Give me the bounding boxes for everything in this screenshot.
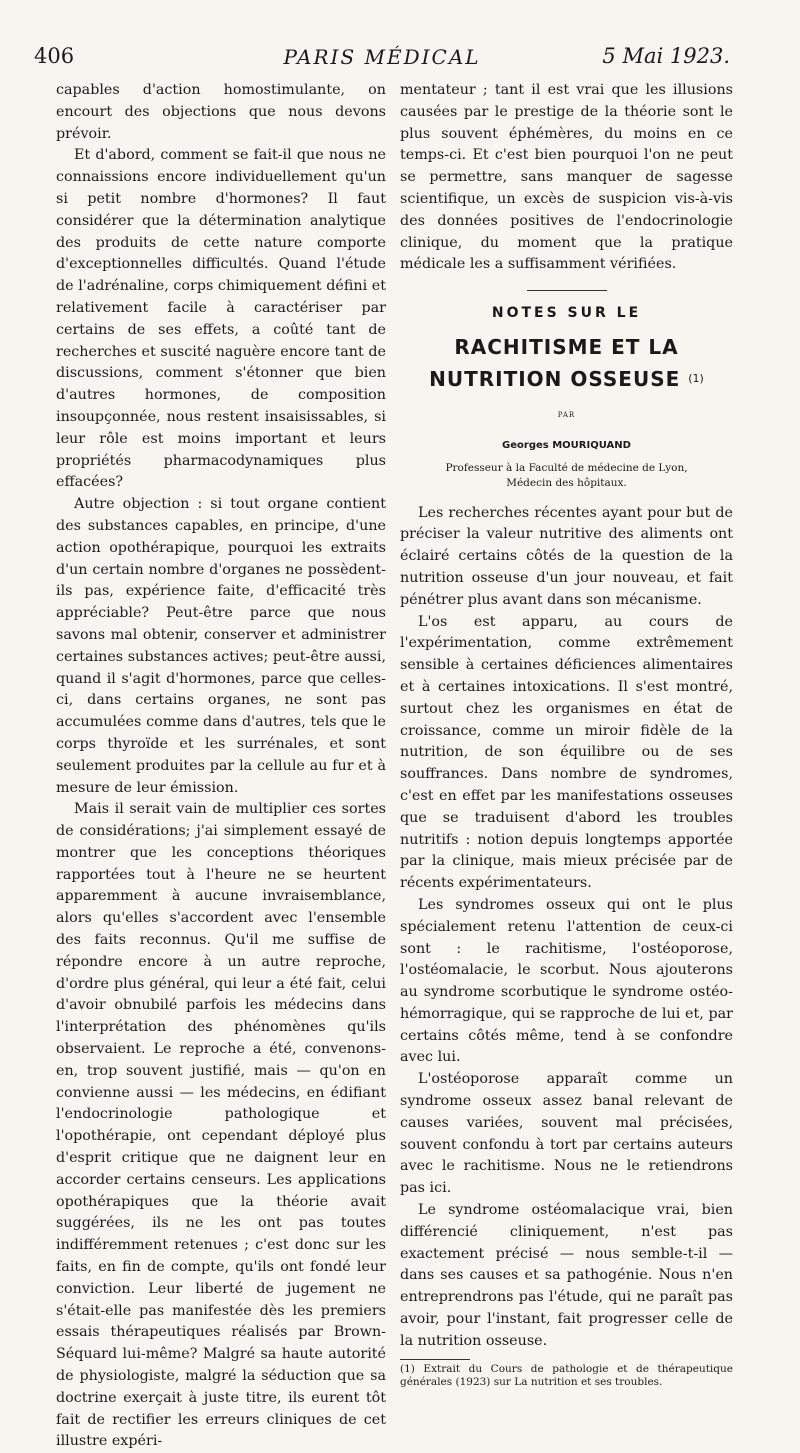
paragraph: Autre objection : si tout organe contient des substances capables, en principe, d'une action opothérapique, pourquoi les extraits d'un certain nombre d'organes ne possèdent-ils pas, expérience faite, d'efficacité très appréciable? Peut-être parce que nous savons mal obtenir, conserver et administrer certaines substances actives; peut-être aussi, quand il s'agit d'hormones, parce que celles-ci, dans certains organes, ne sont pas accumulées comme dans d'autres, tels que le corps thyroïde et les surrénales, et sont seulement produites par la cellule au fur et à mesure de leur émission.	[56, 496, 386, 796]
article-heading	[400, 290, 733, 490]
paragraph: mentateur ; tant il est vrai que les illusions causées par le prestige de la théorie sont le plus souvent éphémères, du moins en ce temps-ci. Et c'est bien pourquoi l'on ne peut se permettre, sans manquer de sagesse scientifique, un excès de suspicion vis-à-vis des données positives de l'endocrinologie clinique, du moment que la pratique médicale les a suffisamment vérifiées.	[400, 82, 733, 273]
paragraph: Et d'abord, comment se fait-il que nous ne connaissions encore individuellement qu'un si petit nombre d'hormones? Il faut considérer que la détermination analytique des produits de cette nature comporte d'exceptionnelles difficultés. Quand l'étude de l'adrénaline, corps chimiquement défini et relativement facile à caractériser par certains de ses effets, a coûté tant de recherches et suscité naguère encore tant de discussions, comment s'étonner que bien d'autres hormones, de composition insoupçonnée, nous restent insaisissables, si leur rôle est moins important et leurs propriétés pharmacodynamiques plus effacées?	[56, 147, 386, 491]
article-title-line1: RACHITISME ET LA	[454, 334, 679, 359]
footnote: (1) Extrait du Cours de pathologie et de thérapeutique générales (1923) sur La nutrition et ses troubles.	[400, 1362, 733, 1388]
affiliation-line: Professeur à la Faculté de médecine de Lyon,	[445, 461, 688, 474]
footnote-reference: (1)	[688, 371, 704, 385]
paragraph: L'ostéoporose apparaît comme un syndrome osseux assez banal relevant de causes variées, souvent mal précisées, souvent confondu à tort par certains auteurs avec le rachitisme. Nous ne le retiendrons pas ici.	[400, 1071, 733, 1197]
page-number: 406	[34, 44, 75, 68]
paragraph: Mais il serait vain de multiplier ces sortes de considérations; j'ai simplement essayé de montrer que les conceptions théoriques rapportées tout à l'heure ne se heurtent apparemment à aucune invraisemblance, alors qu'elles s'accordent avec l'ensemble des faits reconnus. Qu'il me suffise de répondre encore à un autre reproche, d'ordre plus général, qui leur a été fait, celui d'avoir obnubilé parfois les médecins dans l'interprétation des phénomènes qu'ils observaient. Le reproche a été, convenons-en, trop souvent justifié, mais — qu'on en convienne aussi — les médecins, en édifiant l'endocrinologie pathologique et l'opothérapie, ont cependant déployé plus d'esprit critique que ne daignent leur en accorder certains censeurs. Les applications opothérapiques que la théorie avait suggérées, ils ne les ont pas toutes indifféremment retenues ; c'est donc sur les faits, en fin de compte, qu'ils ont fondé leur conviction. Leur liberté de jugement ne s'était-elle pas manifestée dès les premiers essais thérapeutiques réalisés par Brown-Séquard lui-même? Malgré sa haute autorité de physiologiste, malgré la séduction que sa doctrine exerçait à juste titre, ils eurent tôt fait de rectifier les erreurs cliniques de cet illustre expéri-	[56, 801, 386, 1450]
right-column	[400, 80, 733, 1389]
footnote-divider	[400, 1359, 470, 1360]
author-name: Georges MOURIQUAND	[502, 439, 631, 451]
page-header	[34, 44, 730, 74]
byline-par: PAR	[557, 410, 576, 419]
paragraph: Les syndromes osseux qui ont le plus spécialement retenu l'attention de ceux-ci sont : le rachitisme, l'ostéoporose, l'ostéomalacie, le scorbut. Nous ajouterons au syndrome scorbutique le syndrome ostéo-hémorragique, qui se rapproche de lui et, par certains côtés même, tend à se confondre avec lui.	[400, 896, 733, 1066]
paragraph: L'os est apparu, au cours de l'expérimentation, comme extrêmement sensible à certaines déficiences alimentaires et à certaines intoxications. Il s'est montré, surtout chez les organismes en état de croissance, comme un miroir fidèle de la nutrition, de son équilibre ou de ses souffrances. Dans nombre de syndromes, c'est en effet par les manifestations osseuses que se traduisent d'abord les troubles nutritifs : notion depuis longtemps apportée par la clinique, mais mieux précisée par de récents expérimentateurs.	[400, 613, 733, 892]
article-body	[400, 503, 733, 1353]
paragraph: Les recherches récentes ayant pour but de préciser la valeur nutritive des aliments ont éclairé certains côtés de la question de la nutrition osseuse d'un jour nouveau, et fait pénétrer plus avant dans son mécanisme.	[400, 504, 733, 608]
article-title-line2	[400, 363, 733, 395]
article-title-text: NUTRITION OSSEUSE	[429, 366, 681, 391]
author-affiliation	[400, 461, 733, 491]
paragraph: capables d'action homostimulante, on encourt des objections que nous devons prévoir.	[56, 82, 386, 142]
left-column	[56, 80, 386, 1453]
affiliation-line: Médecin des hôpitaux.	[506, 476, 627, 489]
paragraph: Le syndrome ostéomalacique vrai, bien différencié cliniquement, n'est pas exactement précisé — nous semble-t-il — dans ses causes et sa pathogénie. Nous n'en entreprendrons pas l'étude, qui ne paraît pas avoir, pour l'instant, fait progresser celle de la nutrition osseuse.	[400, 1202, 733, 1349]
article-kicker: NOTES SUR LE	[491, 305, 642, 322]
issue-date: 5 Mai 1923.	[602, 44, 730, 68]
journal-title: PARIS MÉDICAL	[283, 45, 481, 69]
divider	[527, 290, 607, 291]
